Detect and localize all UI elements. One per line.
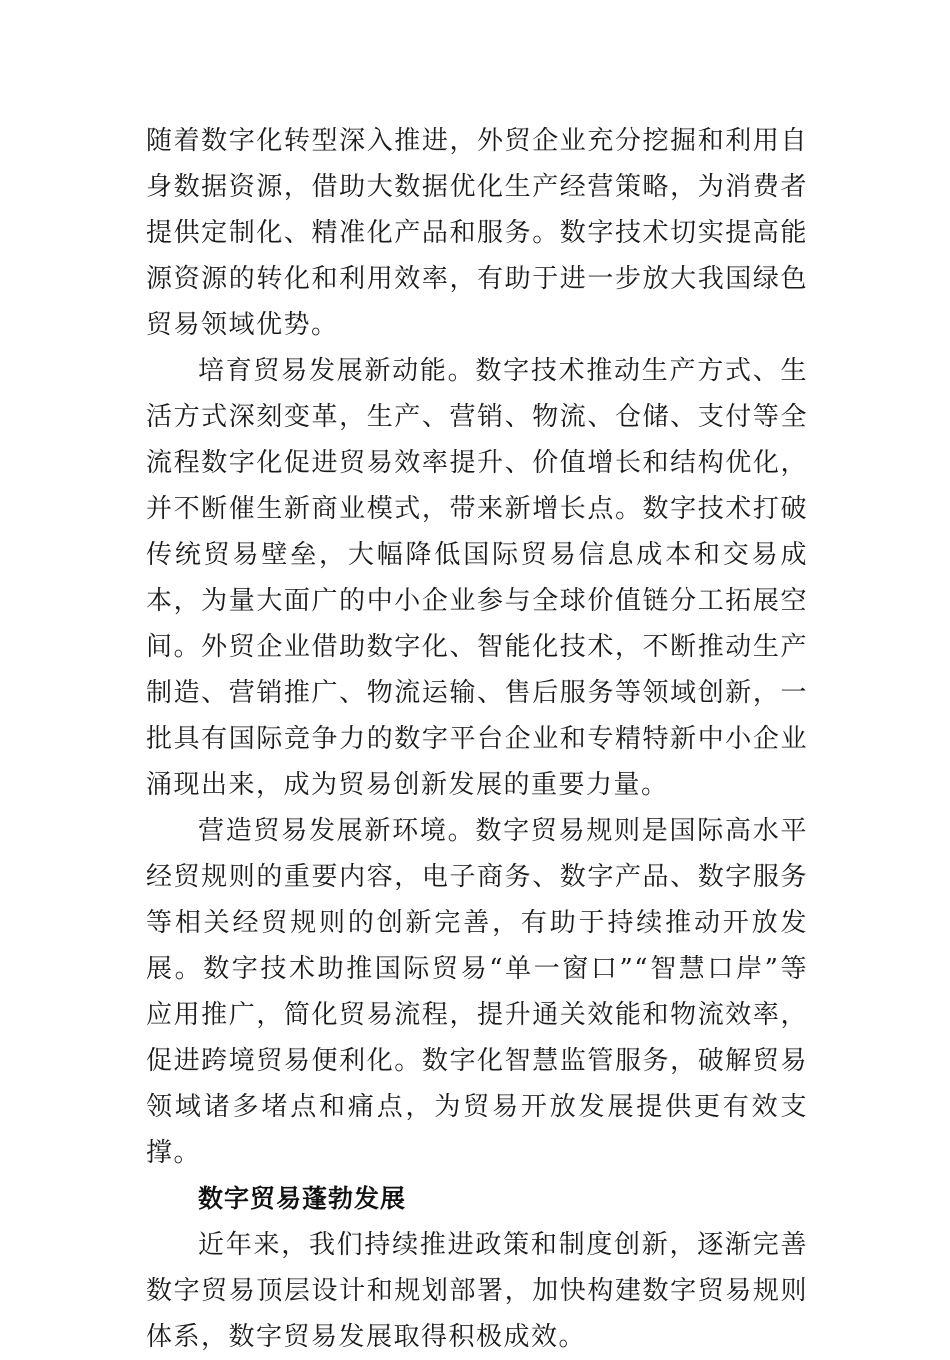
paragraph-3: 营造贸易发展新环境。数字贸易规则是国际高水平经贸规则的重要内容，电子商务、数字产品、数字服务等相关经贸规则的创新完善，有助于持续推动开放发展。数字技术助推国际贸易“单一窗口”“智慧口岸”等应用推广，简化贸易流程，提升通关效能和物流效率，促进跨境贸易便利化。数字化智慧监管服务，破解贸易领域诸多堵点和痛点，为贸易开放发展提供更有效支撑。 [146, 816, 808, 1168]
paragraph-4: 近年来，我们持续推进政策和制度创新，逐渐完善数字贸易顶层设计和规划部署，加快构建数字贸易规则体系，数字贸易发展取得积极成效。 [146, 1230, 808, 1352]
document-body [146, 118, 808, 1360]
section-heading: 数字贸易蓬勃发展 [198, 1184, 407, 1213]
paragraph-1: 随着数字化转型深入推进，外贸企业充分挖掘和利用自身数据资源，借助大数据优化生产经营策略，为消费者提供定制化、精准化产品和服务。数字技术切实提高能源资源的转化和利用效率，有助于进一步放大我国绿色贸易领域优势。 [146, 126, 808, 340]
paragraph-2: 培育贸易发展新动能。数字技术推动生产方式、生活方式深刻变革，生产、营销、物流、仓储、支付等全流程数字化促进贸易效率提升、价值增长和结构优化，并不断催生新商业模式，带来新增长点。数字技术打破传统贸易壁垒，大幅降低国际贸易信息成本和交易成本，为量大面广的中小企业参与全球价值链分工拓展空间。外贸企业借助数字化、智能化技术，不断推动生产制造、营销推广、物流运输、售后服务等领域创新，一批具有国际竞争力的数字平台企业和专精特新中小企业涌现出来，成为贸易创新发展的重要力量。 [146, 356, 808, 800]
